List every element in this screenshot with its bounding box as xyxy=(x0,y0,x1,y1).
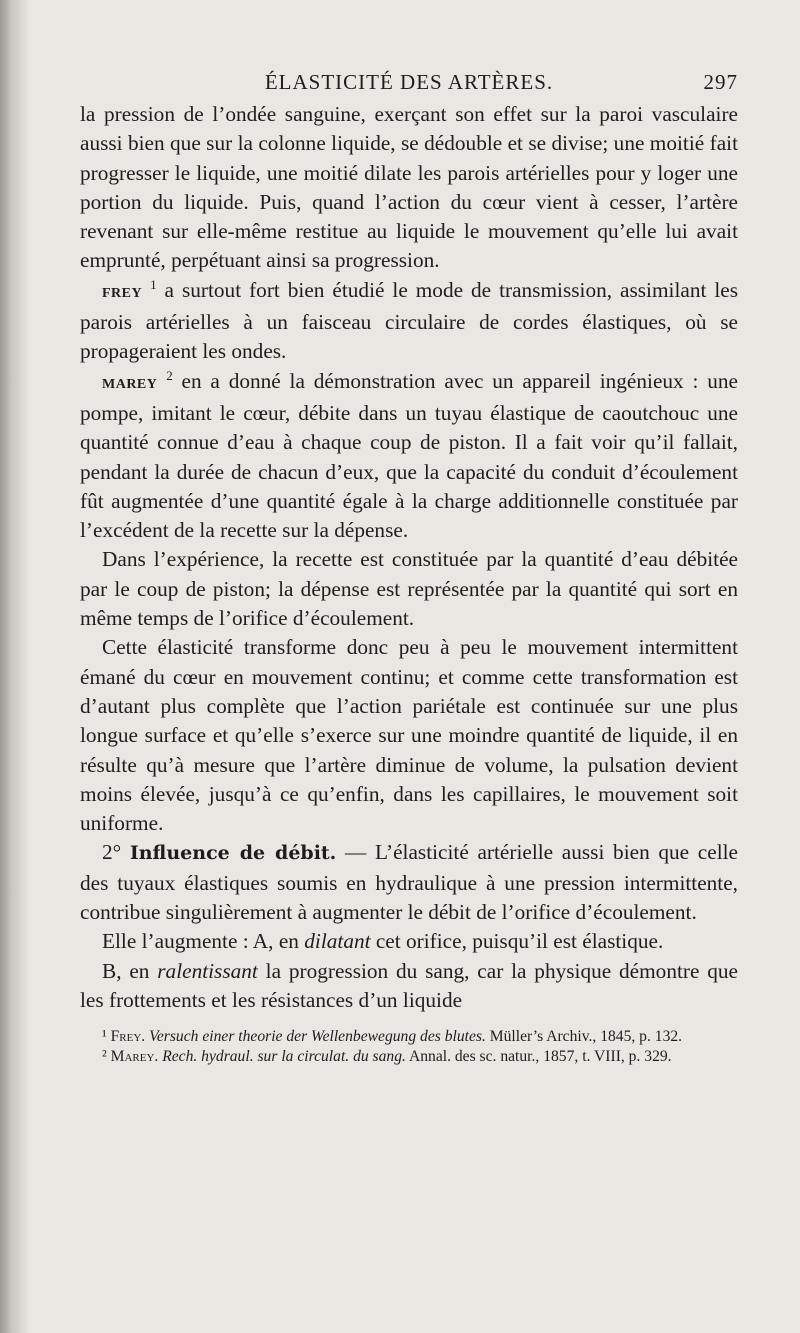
footnote-2-rest: Annal. des sc. natur., 1857, t. VIII, p. 329. xyxy=(405,1048,672,1066)
footnote-2-author: Marey. xyxy=(110,1048,159,1066)
paragraph-4: Dans l’expérience, la recette est constituée par la quantité d’eau débitée par le coup de piston; la dépense est représentée par la quantité qui sort en même temps de l’orifice d’écoulement. xyxy=(80,547,738,631)
footnote-ref-1: 1 xyxy=(150,276,157,292)
running-head xyxy=(80,60,738,100)
paragraph-8 xyxy=(80,957,738,1016)
paragraph-8-end: la progression du sang, car la physique démontre que les frottements et les résistances d’un liquide xyxy=(80,958,738,1012)
footnote-1-author: Frey. xyxy=(110,1028,146,1046)
footnote-1-rest: Müller’s Archiv., 1845, p. 132. xyxy=(485,1028,683,1046)
footnote-1-title: Versuch einer theorie der Wellenbewegung des blutes. xyxy=(149,1028,486,1046)
footnotes xyxy=(80,1027,738,1067)
paragraph-7 xyxy=(80,927,738,956)
paragraph-8-start: B, en xyxy=(102,958,158,983)
footnote-ref-2: 2 xyxy=(166,367,173,383)
section-heading: Influence de débit. xyxy=(129,842,337,865)
section-number: 2° xyxy=(102,840,122,865)
book-spine-shadow xyxy=(0,0,30,1333)
footnote-2-title: Rech. hydraul. sur la circulat. du sang. xyxy=(162,1048,406,1066)
footnote-2 xyxy=(80,1047,738,1067)
running-title: ÉLASTICITÉ DES ARTÈRES. xyxy=(264,70,554,94)
paragraph-1: la pression de l’ondée sanguine, exerçant son effet sur la paroi vasculaire aussi bien que sur la colonne liquide, se dédouble et se divise; une moitié fait progresser le liquide, une moitié dilate les parois artérielles pour y loger une portion du liquide. Puis, quand l’action du cœur vient à cesser, l’artère revenant sur elle-même restitue au liquide le mouvement qu’elle lui avait emprunté, perpétuant ainsi sa progression. xyxy=(80,102,738,273)
emphasis-ralentissant: ralentissant xyxy=(157,958,258,983)
page-number: 297 xyxy=(703,70,738,94)
paragraph-7-end: cet orifice, puisqu’il est élastique. xyxy=(370,929,664,954)
paragraph-6-text: — L’élasticité artérielle aussi bien que celle des tuyaux élastiques soumis en hydraulique à une pression intermittente, contribue singulièrement à augmenter le débit de l’orifice d’écoulement. xyxy=(80,840,738,925)
author-name-frey: FREY xyxy=(102,285,143,301)
paragraph-3-text: en a donné la démonstration avec un appareil ingénieux : une pompe, imitant le cœur, débite dans un tuyau élastique de caoutchouc une quantité connue d’eau à chaque coup de piston. Il a fait voir qu’il fallait, pendant la durée de chacun d’eux, que la capacité du conduit d’écoulement fût augmentée d’une quantité égale à la charge additionnelle constituée par l’excédent de la recette sur la dépense. xyxy=(80,368,738,543)
body-text xyxy=(80,100,738,1015)
paragraph-5: Cette élasticité transforme donc peu à peu le mouvement intermittent émané du cœur en mouvement continu; et comme cette transformation est d’autant plus complète que l’action pariétale est continuée sur une plus longue surface et qu’elle s’exerce sur une moindre quantité de liquide, il en résulte qu’à mesure que l’artère diminue de volume, la pulsation devient moins élevée, jusqu’à ce qu’enfin, dans les capillaires, le mouvement soit uniforme. xyxy=(80,635,738,836)
paragraph-6 xyxy=(80,838,738,927)
paragraph-7-start: Elle l’augmente : A, en xyxy=(102,929,305,954)
page xyxy=(80,60,738,1067)
paragraph-3 xyxy=(80,367,738,546)
author-name-marey: MAREY xyxy=(102,376,158,392)
paragraph-2-text: a surtout fort bien étudié le mode de transmission, assimilant les parois artérielles à un faisceau circulaire de cordes élastiques, où se propageraient les ondes. xyxy=(80,277,738,364)
footnote-2-mark: ² xyxy=(102,1048,107,1066)
emphasis-dilatant: dilatant xyxy=(304,929,371,954)
paragraph-2 xyxy=(80,276,738,367)
footnote-1-mark: ¹ xyxy=(102,1028,107,1046)
footnote-1 xyxy=(80,1027,738,1047)
